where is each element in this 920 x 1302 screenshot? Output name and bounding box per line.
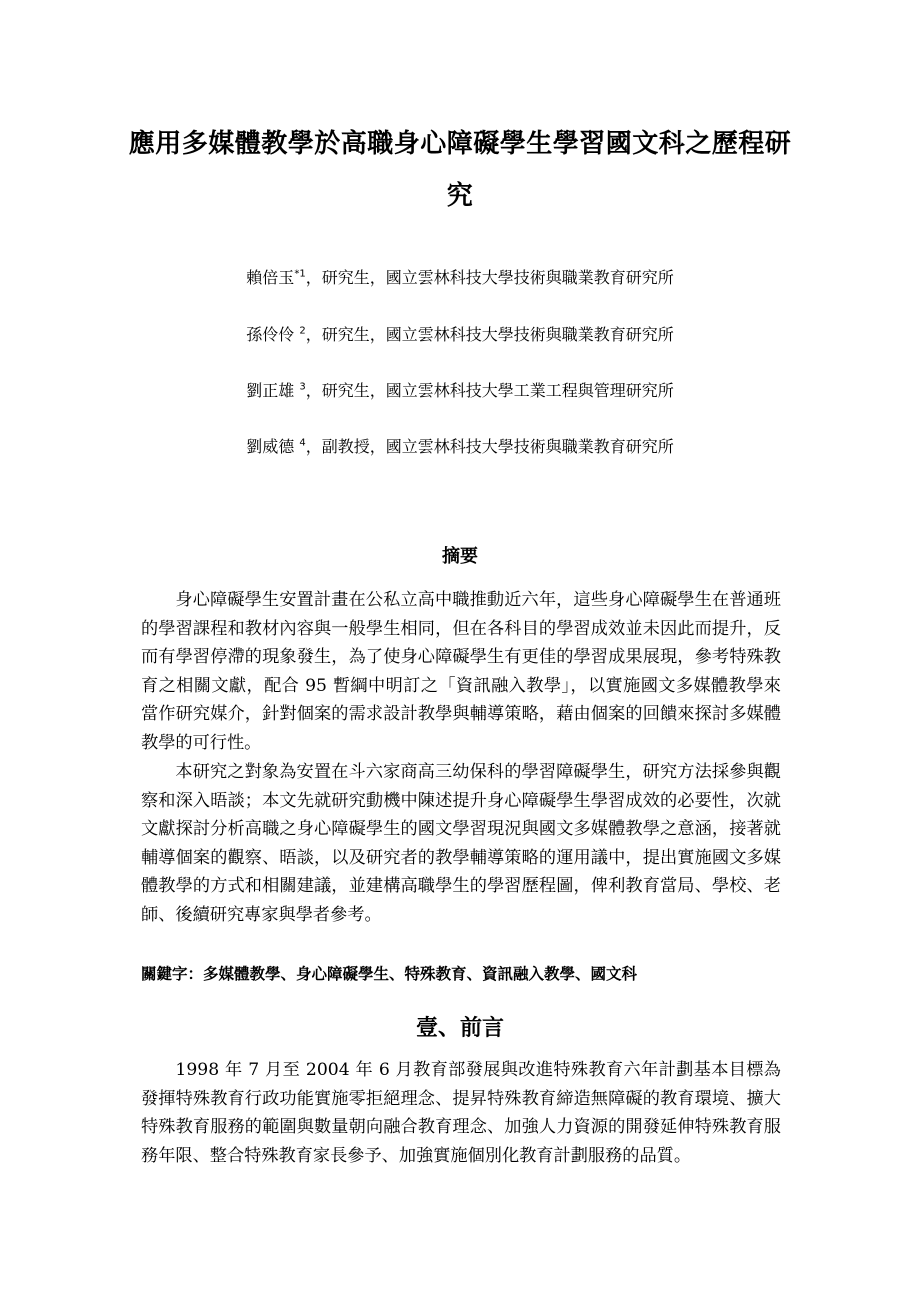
author-mark: 2 [299,325,306,337]
author-line [0,325,920,345]
author-name: 劉正雄 [246,381,295,400]
author-affiliation: ，研究生，國立雲林科技大學工業工程與管理研究所 [305,381,674,400]
keywords: 關鍵字：多媒體教學、身心障礙學生、特殊教育、資訊融入教學、國文科 [141,965,638,983]
author-line [0,437,920,457]
author-name: 賴倍玉 [246,268,295,287]
author-affiliation: ，研究生，國立雲林科技大學技術與職業教育研究所 [305,325,674,344]
author-affiliation: ，副教授，國立雲林科技大學技術與職業教育研究所 [305,437,674,456]
author-mark: 3 [299,381,306,393]
abstract-paragraph: 本研究之對象為安置在斗六家商高三幼保科的學習障礙學生，研究方法採參與觀察和深入晤談；本文先就研究動機中陳述提升身心障礙學生學習成效的必要性，次就文獻探討分析高職之身心障礙學生的國文學習現況與國文多媒體教學之意涵，接著就輔導個案的觀察、晤談，以及研究者的教學輔導策略的運用議中，提出實施國文多媒體教學的方式和相關建議，並建構高職學生的學習歷程圖，俾利教育當局、學校、老師、後續研究專家與學者參考。 [141,762,781,925]
abstract-paragraph: 身心障礙學生安置計畫在公私立高中職推動近六年，這些身心障礙學生在普通班的學習課程和教材內容與一般學生相同，但在各科目的學習成效並未因此而提升，反而有學習停滯的現象發生，為了使身心障礙學生有更佳的學習成果展現，參考特殊教育之相關文獻，配合 95 暫綱中明訂之「資訊融入教學」，以實施國文多媒體教學來當作研究媒介，針對個案的需求設計教學與輔導策略，藉由個案的回饋來探討多媒體教學的可行性。 [141,590,781,753]
abstract-heading: 摘要 [442,546,478,567]
paper-title: 應用多媒體教學於高職身心障礙學生學習國文科之歷程研究 [128,129,792,211]
author-mark: *1 [294,268,306,280]
author-mark: 4 [299,437,306,449]
section-paragraph: 1998 年 7 月至 2004 年 6 月教育部發展與改進特殊教育六年計劃基本目標為發揮特殊教育行政功能實施零拒絕理念、提昇特殊教育締造無障礙的教育環境、擴大特殊教育服務的範圍與數量朝向融合教育理念、加強人力資源的開發延伸特殊教育服務年限、整合特殊教育家長參予、加強實施個別化教育計劃服務的品質。 [141,1060,781,1166]
author-name: 孫伶伶 [246,325,295,344]
author-line [0,381,920,401]
author-affiliation: ，研究生，國立雲林科技大學技術與職業教育研究所 [305,268,674,287]
section-heading: 壹、前言 [415,1016,504,1041]
author-line [0,268,920,288]
author-name: 劉威德 [246,437,295,456]
